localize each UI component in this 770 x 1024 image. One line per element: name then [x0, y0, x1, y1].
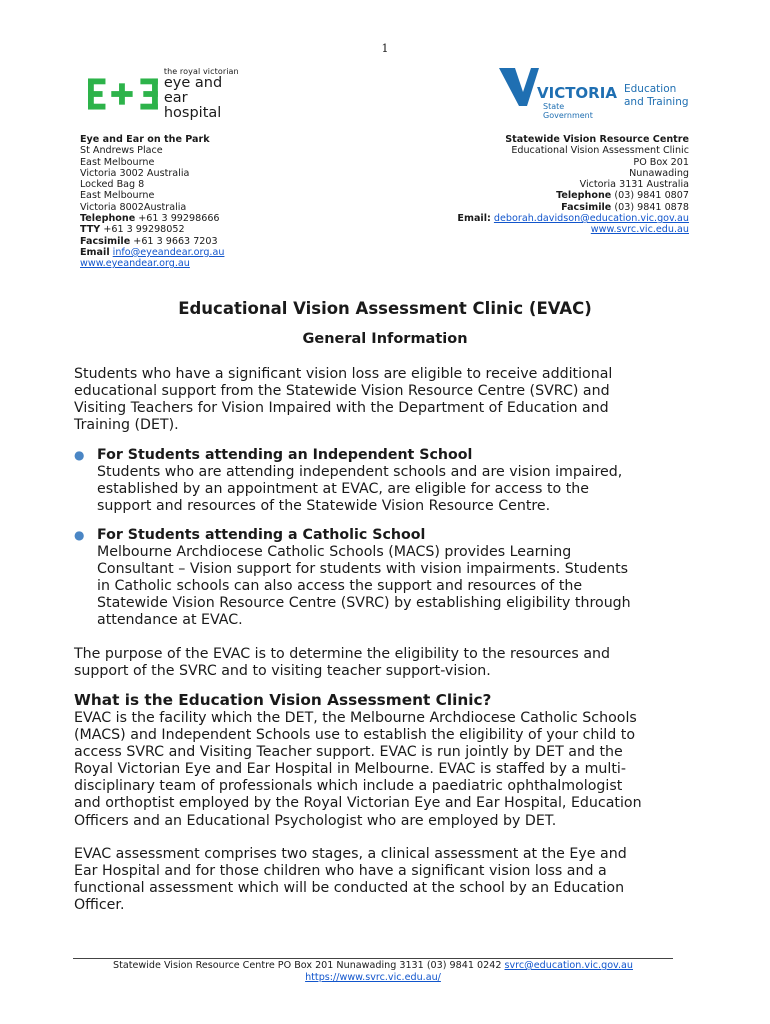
evac-assessment-paragraph: [74, 846, 694, 914]
bullet-icon: ●: [74, 448, 85, 462]
text-line: Officer.: [74, 897, 125, 914]
svg-text:VICTORIA: VICTORIA: [537, 84, 617, 102]
logo-line-2: hospital: [163, 104, 222, 121]
address-line: Victoria 3131 Australia: [579, 179, 689, 191]
text-line: EVAC is the facility which the DET, the Melbourne Archdiocese Catholic Schools: [74, 710, 637, 726]
bullet-heading: For Students attending an Independent School: [97, 447, 473, 463]
footer-web-link[interactable]: https://www.svrc.vic.edu.au/: [305, 971, 441, 983]
svrc-address: [457, 134, 689, 236]
hospital-web-link[interactable]: www.eyeandear.org.au: [80, 258, 190, 270]
text-line: Students who are attending independent schools and are vision impaired,: [97, 464, 623, 481]
text-line: Statewide Vision Resource Centre (SVRC) by establishing eligibility through: [97, 595, 631, 612]
fax-value: (03) 9841 0878: [611, 201, 689, 213]
document-subtitle: General Information: [302, 331, 468, 347]
department-line-2: and Training: [624, 96, 689, 108]
text-line: attendance at EVAC.: [97, 612, 243, 629]
svg-text:State: State: [543, 102, 565, 111]
address-line: Nunawading: [629, 167, 689, 179]
purpose-paragraph: [74, 646, 694, 680]
text-line: (MACS) and Independent Schools use to establish the eligibility of your child to: [74, 727, 636, 744]
text-line: Visiting Teachers for Vision Impaired with the Department of Education and: [74, 400, 609, 417]
address-line: Locked Bag 8: [80, 179, 145, 191]
address-line: PO Box 201: [633, 156, 689, 168]
tty-label: TTY: [80, 224, 101, 236]
page-footer: [0, 960, 746, 983]
text-line: and orthoptist employed by the Royal Victorian Eye and Ear Hospital, Education: [74, 795, 642, 812]
eye-and-ear-logo: [88, 66, 248, 121]
bullet-independent-school: [74, 447, 694, 515]
email-label: Email: [80, 246, 110, 258]
address-line: St Andrews Place: [80, 145, 163, 157]
intro-paragraph: [74, 366, 694, 434]
telephone-value: +61 3 99298666: [135, 213, 220, 225]
text-line: access SVRC and Visiting Teacher support. EVAC is run jointly by DET and the: [74, 744, 623, 761]
eye-and-ear-mark-icon: [88, 77, 158, 111]
telephone-label: Telephone: [80, 213, 136, 225]
fax-value: +61 3 9663 7203: [130, 235, 218, 247]
text-line: support of the SVRC and to visiting teacher support-vision.: [74, 663, 491, 680]
bullet-heading: For Students attending a Catholic School: [97, 527, 426, 543]
bullet-icon: ●: [74, 528, 85, 542]
text-line: Melbourne Archdiocese Catholic Schools (MACS) provides Learning: [97, 544, 572, 561]
hospital-address: [80, 134, 224, 270]
text-line: support and resources of the Statewide Vision Resource Centre.: [97, 498, 551, 515]
fax-label: Facsimile: [561, 201, 612, 213]
text-line: Training (DET).: [74, 417, 179, 434]
telephone-label: Telephone: [556, 190, 612, 202]
svrc-name: Statewide Vision Resource Centre: [505, 134, 689, 145]
logo-line-1: eye and ear: [163, 74, 223, 106]
victoria-government-logo: [497, 66, 697, 122]
evac-description-paragraph: [74, 710, 694, 830]
telephone-value: (03) 9841 0807: [611, 190, 689, 202]
department-line-1: Education: [624, 83, 677, 95]
document-title: Educational Vision Assessment Clinic (EVAC): [178, 299, 592, 318]
victoria-wordmark-icon: [497, 66, 617, 122]
address-line: Victoria 8002Australia: [80, 201, 187, 213]
text-line: EVAC assessment comprises two stages, a clinical assessment at the Eye and: [74, 846, 627, 862]
text-line: Consultant – Vision support for students with vision impairments. Students: [97, 561, 629, 578]
text-line: functional assessment which will be conducted at the school by an Education: [74, 880, 625, 897]
svrc-web-link[interactable]: www.svrc.vic.edu.au: [590, 224, 689, 236]
tty-value: +61 3 99298052: [100, 224, 185, 236]
text-line: in Catholic schools can also access the support and resources of the: [97, 578, 583, 595]
hospital-name: Eye and Ear on the Park: [80, 134, 210, 145]
footer-divider: [73, 958, 673, 959]
address-line: Victoria 3002 Australia: [80, 167, 190, 179]
text-line: The purpose of the EVAC is to determine the eligibility to the resources and: [74, 646, 611, 662]
text-line: disciplinary team of professionals which include a paediatric ophthalmologist: [74, 778, 623, 795]
bullet-catholic-school: [74, 527, 694, 630]
logo-small-text: the royal victorian: [163, 66, 239, 76]
page-number: 1: [381, 42, 389, 55]
text-line: Officers and an Educational Psychologist who are employed by DET.: [74, 812, 557, 829]
footer-text: Statewide Vision Resource Centre PO Box 201 Nunawading 3131 (03) 9841 0242: [113, 960, 505, 971]
address-line: East Melbourne: [80, 156, 155, 168]
email-label: Email:: [457, 213, 491, 225]
text-line: Royal Victorian Eye and Ear Hospital in Melbourne. EVAC is staffed by a multi-: [74, 761, 626, 778]
svg-text:Government: Government: [543, 111, 593, 120]
text-line: Students who have a significant vision loss are eligible to receive additional: [74, 366, 613, 382]
text-line: Ear Hospital and for those children who have a significant vision loss and a: [74, 863, 607, 880]
footer-email-link[interactable]: svrc@education.vic.gov.au: [504, 960, 633, 971]
address-line: Educational Vision Assessment Clinic: [511, 145, 689, 157]
hospital-email-link[interactable]: info@eyeandear.org.au: [112, 246, 225, 258]
fax-label: Facsimile: [80, 235, 131, 247]
text-line: educational support from the Statewide Vision Resource Centre (SVRC) and: [74, 383, 610, 400]
section-heading: What is the Education Vision Assessment Clinic?: [74, 691, 492, 709]
address-line: East Melbourne: [80, 190, 155, 202]
text-line: established by an appointment at EVAC, are eligible for access to the: [97, 481, 589, 498]
svrc-email-link[interactable]: deborah.davidson@education.vic.gov.au: [493, 213, 689, 225]
